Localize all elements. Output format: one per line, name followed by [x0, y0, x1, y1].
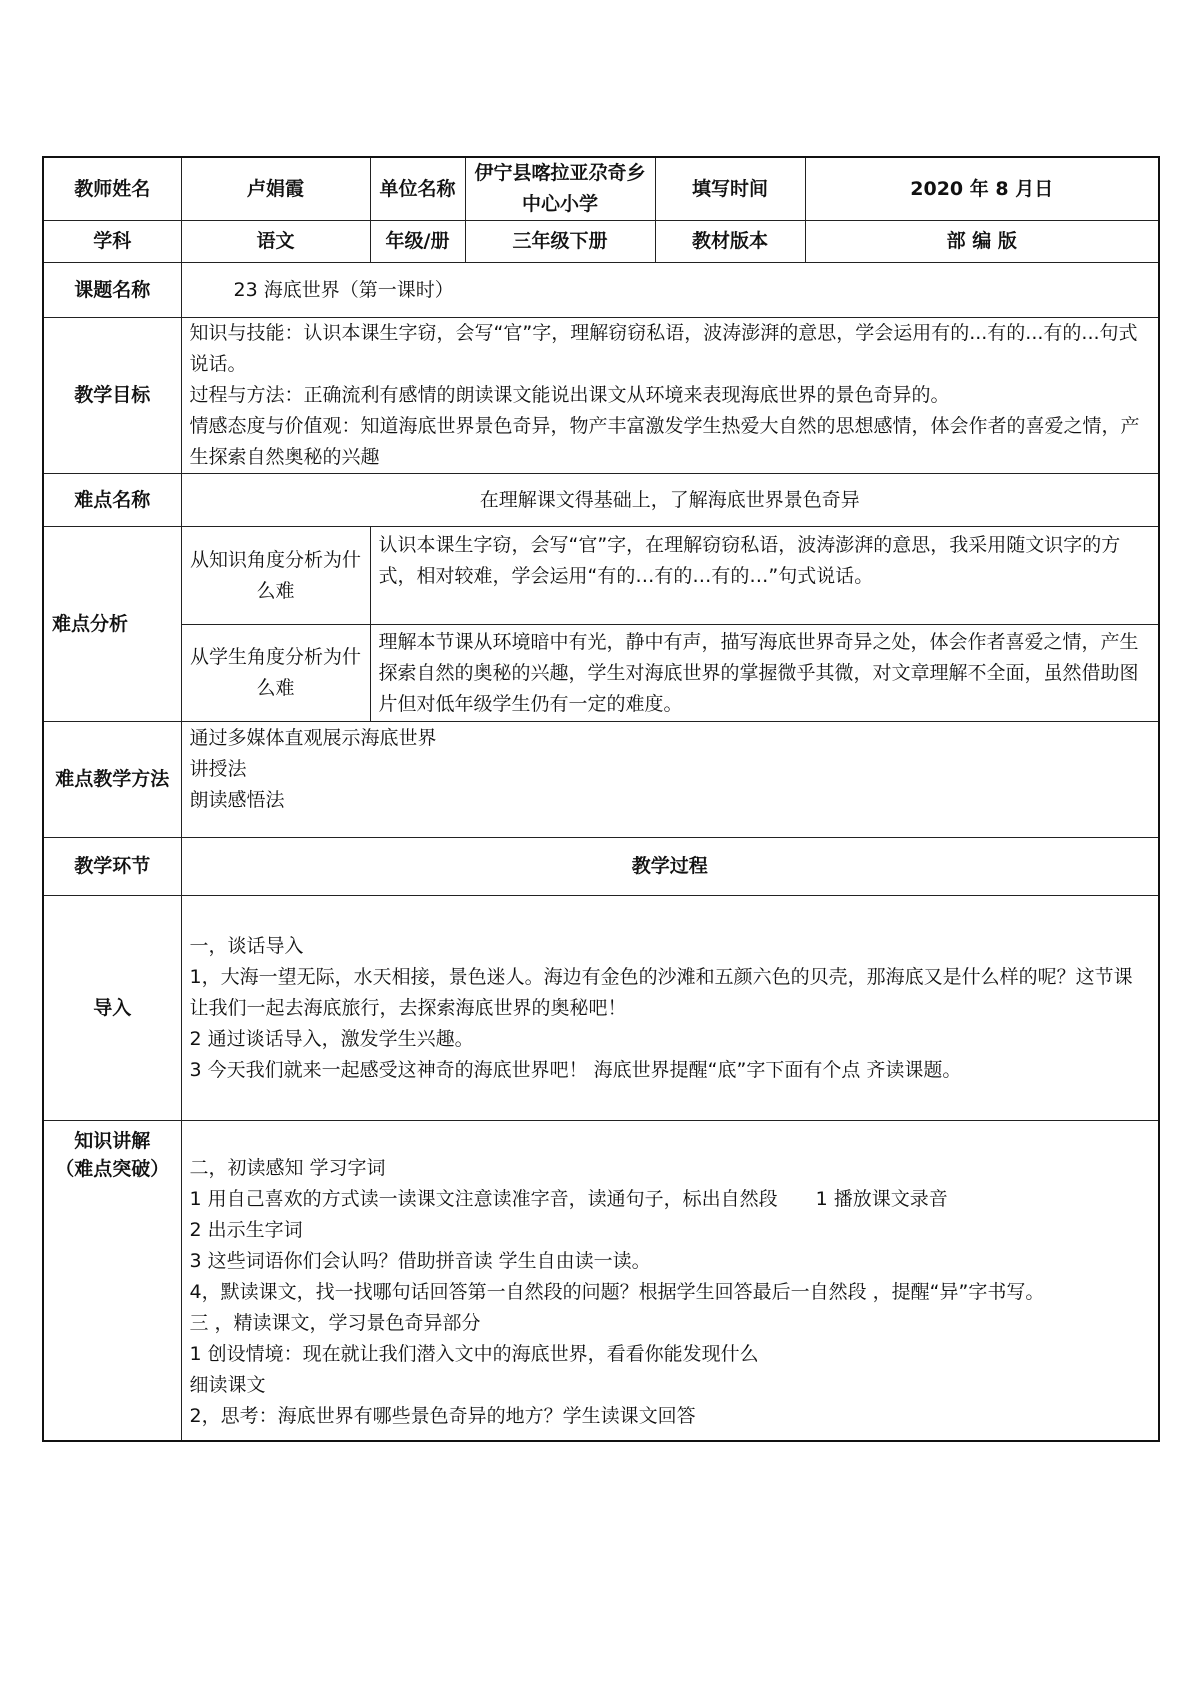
teacher-name: 卢娟霞	[181, 157, 370, 221]
stage-label: 教学环节	[43, 838, 181, 896]
knowledge-line: 4，默读课文，找一找哪句话回答第一自然段的问题？根据学生回答最后一自然段 ，提醒“异”字书写。	[189, 1281, 1045, 1303]
edition-value: 部 编 版	[805, 221, 1159, 263]
method-item: 朗读感悟法	[189, 789, 285, 811]
intro-line: 一，谈话导入	[189, 934, 304, 957]
knowledge-line: 细读课文	[189, 1374, 266, 1396]
knowledge-line: 1 创设情境：现在就让我们潜入文中的海底世界，看看你能发现什么	[189, 1343, 759, 1365]
edition-label: 教材版本	[655, 221, 805, 263]
methods-content	[181, 722, 1159, 838]
difficulty-value: 在理解课文得基础上，了解海底世界景色奇异	[181, 474, 1159, 527]
knowledge-row	[43, 1121, 1159, 1441]
analysis-knowledge-text: 认识本课生字窃，会写“官”字，在理解窃窃私语，波涛澎湃的意思，我采用随文识字的方式，相对较难，学会运用“有的…有的…有的…”句式说话。	[370, 527, 1159, 625]
knowledge-line: 2 出示生字词	[189, 1219, 303, 1241]
subject-label: 学科	[43, 221, 181, 263]
knowledge-line: 二，初读感知 学习字词	[189, 1157, 386, 1179]
method-item: 通过多媒体直观展示海底世界	[189, 727, 437, 749]
header-row	[43, 157, 1159, 221]
subject-value: 语文	[181, 221, 370, 263]
intro-line: 1，大海一望无际，水天相接，景色迷人。海边有金色的沙滩和五颜六色的贝壳，那海底又是什么样的呢？这节课让我们一起去海底旅行，去探索海底世界的奥秘吧！	[189, 965, 1133, 1019]
intro-line: 2 通过谈话导入，激发学生兴趣。	[189, 1027, 474, 1050]
fill-time: 2020 年 8 月日	[805, 157, 1159, 221]
objectives-row	[43, 318, 1159, 474]
process-label: 教学过程	[181, 838, 1159, 896]
subject-row	[43, 221, 1159, 263]
knowledge-line: 三 ，精读课文，学习景色奇异部分	[189, 1312, 481, 1334]
objectives-label: 教学目标	[43, 318, 181, 474]
knowledge-line: 2，思考：海底世界有哪些景色奇异的地方？学生读课文回答	[189, 1405, 696, 1427]
knowledge-label-line1: 知识讲解	[74, 1130, 151, 1152]
knowledge-line: 1 用自己喜欢的方式读一读课文注意读准字音，读通句子，标出自然段 1 播放课文录音	[189, 1188, 948, 1210]
objective-process: 过程与方法：正确流利有感情的朗读课文能说出课文从环境来表现海底世界的景色奇异的。	[189, 384, 950, 406]
methods-row	[43, 722, 1159, 838]
method-item: 讲授法	[189, 758, 247, 780]
topic-label: 课题名称	[43, 263, 181, 318]
grade-value: 三年级下册	[465, 221, 655, 263]
grade-label: 年级/册	[370, 221, 465, 263]
knowledge-content	[181, 1121, 1159, 1441]
knowledge-label-line2: （难点突破）	[55, 1158, 170, 1180]
process-header-row	[43, 838, 1159, 896]
unit-label: 单位名称	[370, 157, 465, 221]
intro-line: 3 今天我们就来一起感受这神奇的海底世界吧！ 海底世界提醒“底”字下面有个点 齐读课题。	[189, 1058, 962, 1081]
objectives-content	[181, 318, 1159, 474]
difficulty-label: 难点名称	[43, 474, 181, 527]
analysis-student-text: 理解本节课从环境暗中有光，静中有声，描写海底世界奇异之处，体会作者喜爱之情，产生探索自然的奥秘的兴趣，学生对海底世界的掌握微乎其微，对文章理解不全面，虽然借助图片但对低年级学生仍有一定的难度。	[370, 625, 1159, 722]
fill-time-label: 填写时间	[655, 157, 805, 221]
lesson-plan-table	[42, 156, 1160, 1442]
teacher-name-label: 教师姓名	[43, 157, 181, 221]
analysis-knowledge-row	[43, 527, 1159, 625]
objective-knowledge: 知识与技能：认识本课生字窃，会写“官”字，理解窃窃私语，波涛澎湃的意思，学会运用有的...有的...有的...句式说话。	[189, 322, 1138, 375]
difficulty-row	[43, 474, 1159, 527]
intro-row	[43, 896, 1159, 1121]
knowledge-label	[43, 1121, 181, 1441]
analysis-student-label: 从学生角度分析为什么难	[181, 625, 370, 722]
methods-label: 难点教学方法	[43, 722, 181, 838]
intro-label: 导入	[43, 896, 181, 1121]
unit-name: 伊宁县喀拉亚尕奇乡中心小学	[465, 157, 655, 221]
analysis-knowledge-label: 从知识角度分析为什么难	[181, 527, 370, 625]
analysis-student-row	[43, 625, 1159, 722]
topic-row	[43, 263, 1159, 318]
knowledge-line: 3 这些词语你们会认吗？借助拼音读 学生自由读一读。	[189, 1250, 651, 1272]
analysis-label: 难点分析	[43, 527, 181, 722]
intro-content	[181, 896, 1159, 1121]
objective-emotion: 情感态度与价值观：知道海底世界景色奇异，物产丰富激发学生热爱大自然的思想感情，体会作者的喜爱之情，产生探索自然奥秘的兴趣	[189, 415, 1140, 468]
topic-value: 23 海底世界（第一课时）	[181, 263, 1159, 318]
